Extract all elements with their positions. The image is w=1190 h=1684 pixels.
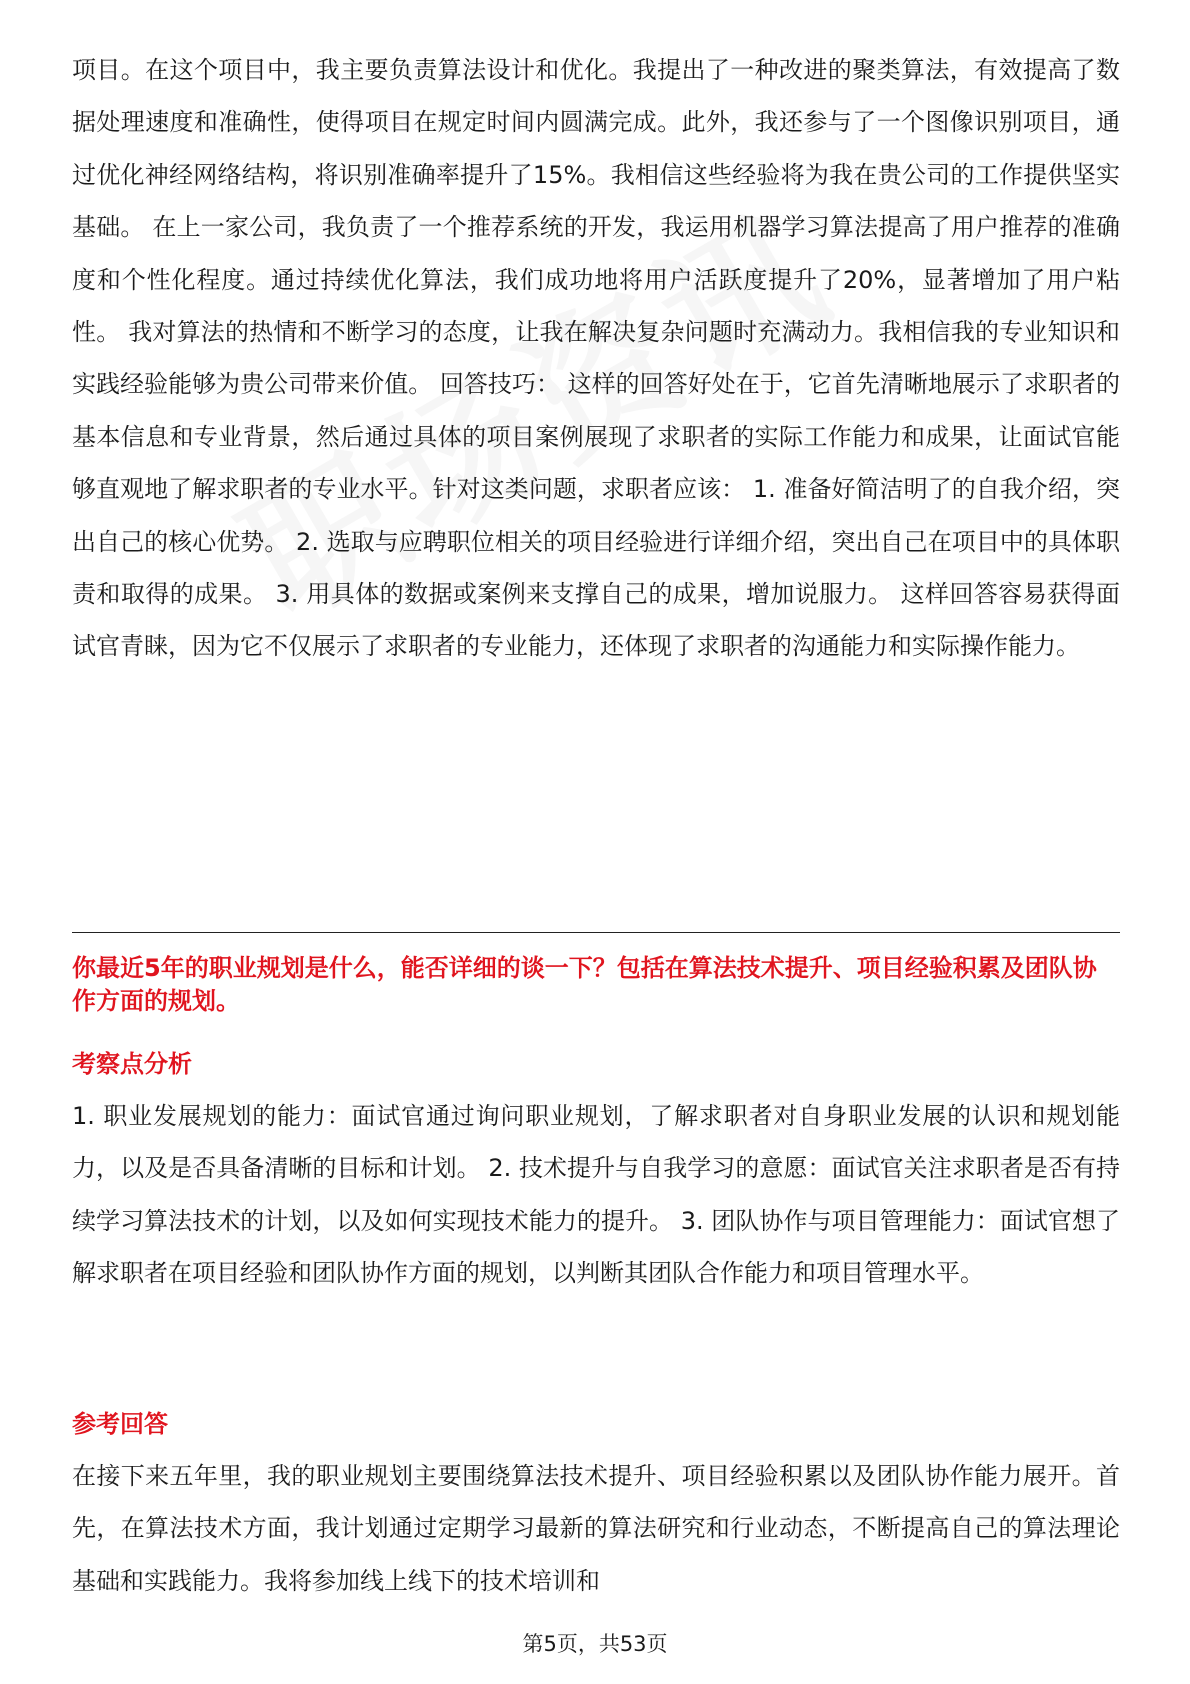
- answer-heading: 参考回答: [72, 1410, 168, 1438]
- section-divider: [72, 932, 1120, 933]
- body-paragraph-continuation: 项目。在这个项目中，我主要负责算法设计和优化。我提出了一种改进的聚类算法，有效提高了数据处理速度和准确性，使得项目在规定时间内圆满完成。此外，我还参与了一个图像识别项目，通过优化神经网络结构，将识别准确率提升了15%。我相信这些经验将为我在贵公司的工作提供坚实基础。 在上一家公司，我负责了一个推荐系统的开发，我运用机器学习算法提高了用户推荐的准确度和个性化程度。通过持续优化算法，我们成功地将用户活跃度提升了20%，显著增加了用户粘性。 我对算法的热情和不断学习的态度，让我在解决复杂问题时充满动力。我相信我的专业知识和实践经验能够为贵公司带来价值。 回答技巧： 这样的回答好处在于，它首先清晰地展示了求职者的基本信息和专业背景，然后通过具体的项目案例展现了求职者的实际工作能力和成果，让面试官能够直观地了解求职者的专业水平。针对这类问题，求职者应该： 1. 准备好简洁明了的自我介绍，突出自己的核心优势。 2. 选取与应聘职位相关的项目经验进行详细介绍，突出自己在项目中的具体职责和取得的成果。 3. 用具体的数据或案例来支撑自己的成果，增加说服力。 这样回答容易获得面试官青睐，因为它不仅展示了求职者的专业能力，还体现了求职者的沟通能力和实际操作能力。: [72, 56, 1120, 661]
- page-number-footer: 第5页，共53页: [522, 1632, 668, 1656]
- interview-question: 你最近5年的职业规划是什么，能否详细的谈一下？包括在算法技术提升、项目经验积累及团队协作方面的规划。: [72, 954, 1097, 1015]
- analysis-heading: 考察点分析: [72, 1050, 192, 1078]
- analysis-paragraph: 1. 职业发展规划的能力：面试官通过询问职业规划，了解求职者对自身职业发展的认识和规划能力，以及是否具备清晰的目标和计划。 2. 技术提升与自我学习的意愿：面试官关注求职者是否有持续学习算法技术的计划，以及如何实现技术能力的提升。 3. 团队协作与项目管理能力：面试官想了解求职者在项目经验和团队协作方面的规划，以判断其团队合作能力和项目管理水平。: [72, 1102, 1120, 1288]
- answer-paragraph: 在接下来五年里，我的职业规划主要围绕算法技术提升、项目经验积累以及团队协作能力展开。首先，在算法技术方面，我计划通过定期学习最新的算法研究和行业动态，不断提高自己的算法理论基础和实践能力。我将参加线上线下的技术培训和: [72, 1462, 1120, 1595]
